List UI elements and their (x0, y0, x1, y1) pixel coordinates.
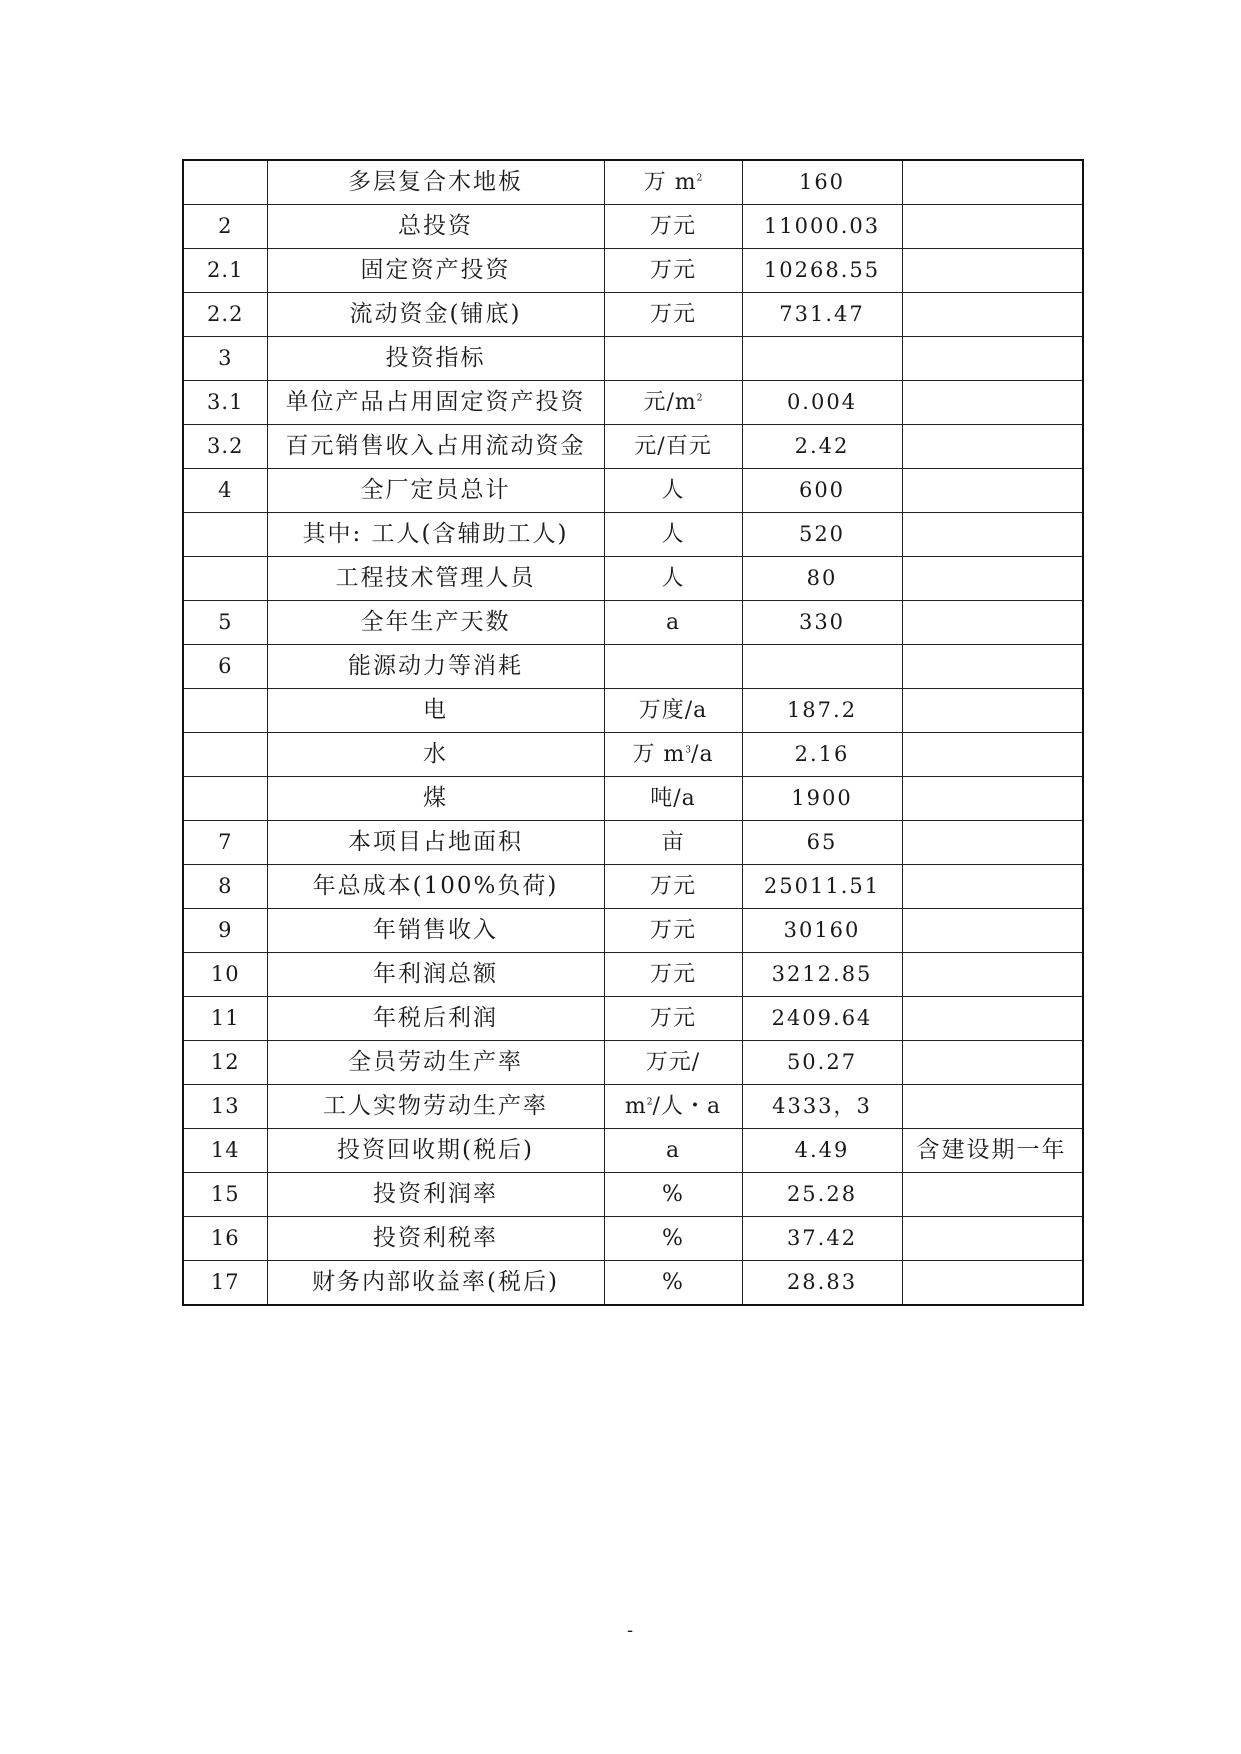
item-name-cell: 年利润总额 (267, 953, 604, 997)
unit-text: 吨/a (650, 785, 696, 811)
table-row (183, 601, 1083, 645)
item-name-cell: 总投资 (267, 205, 604, 249)
value-cell: 4.49 (742, 1129, 902, 1173)
value-cell: 25.28 (742, 1173, 902, 1217)
unit-cell (604, 1217, 742, 1261)
unit-cell (604, 1261, 742, 1306)
value-cell: 10268.55 (742, 249, 902, 293)
unit-cell (604, 1041, 742, 1085)
unit-text: 万度/a (638, 697, 708, 723)
row-number-cell: 7 (183, 821, 267, 865)
note-cell (902, 1173, 1083, 1217)
value-cell: 187.2 (742, 689, 902, 733)
note-cell (902, 337, 1083, 381)
unit-cell (604, 997, 742, 1041)
table-row (183, 997, 1083, 1041)
value-cell: 80 (742, 557, 902, 601)
item-name-cell: 煤 (267, 777, 604, 821)
unit-cell (604, 1129, 742, 1173)
item-name-cell: 流动资金(铺底) (267, 293, 604, 337)
row-number-cell (183, 733, 267, 777)
value-cell: 520 (742, 513, 902, 557)
unit-cell (604, 909, 742, 953)
unit-text: 万元/ (645, 1049, 701, 1075)
table-row (183, 821, 1083, 865)
page-footer-mark: - (626, 1620, 634, 1641)
item-name-cell: 固定资产投资 (267, 249, 604, 293)
unit-suffix: /人・a (652, 1093, 722, 1119)
row-number-cell: 13 (183, 1085, 267, 1129)
value-cell: 30160 (742, 909, 902, 953)
row-number-cell: 14 (183, 1129, 267, 1173)
item-name-cell: 能源动力等消耗 (267, 645, 604, 689)
value-cell: 28.83 (742, 1261, 902, 1306)
value-cell: 4333，3 (742, 1085, 902, 1129)
value-cell: 11000.03 (742, 205, 902, 249)
item-name-cell: 本项目占地面积 (267, 821, 604, 865)
row-number-cell: 8 (183, 865, 267, 909)
unit-text: a (665, 609, 681, 635)
note-cell (902, 953, 1083, 997)
unit-text: m (624, 1093, 647, 1119)
note-cell (902, 293, 1083, 337)
table-row (183, 909, 1083, 953)
unit-cell (604, 160, 742, 205)
note-cell (902, 557, 1083, 601)
note-cell (902, 821, 1083, 865)
unit-text: % (662, 1181, 684, 1207)
unit-cell (604, 381, 742, 425)
value-cell: 37.42 (742, 1217, 902, 1261)
note-cell (902, 469, 1083, 513)
value-cell: 50.27 (742, 1041, 902, 1085)
row-number-cell: 15 (183, 1173, 267, 1217)
note-cell (902, 909, 1083, 953)
unit-cell (604, 469, 742, 513)
row-number-cell: 3.2 (183, 425, 267, 469)
indicator-table-body (183, 160, 1083, 1305)
table-row (183, 469, 1083, 513)
unit-text: 元/百元 (634, 433, 712, 459)
note-cell (902, 249, 1083, 293)
row-number-cell: 16 (183, 1217, 267, 1261)
item-name-cell: 单位产品占用固定资产投资 (267, 381, 604, 425)
item-name-cell: 工人实物劳动生产率 (267, 1085, 604, 1129)
item-name-cell: 工程技术管理人员 (267, 557, 604, 601)
unit-cell (604, 777, 742, 821)
note-cell (902, 513, 1083, 557)
unit-cell (604, 1173, 742, 1217)
item-name-cell: 年税后利润 (267, 997, 604, 1041)
value-cell: 600 (742, 469, 902, 513)
table-row (183, 557, 1083, 601)
row-number-cell: 12 (183, 1041, 267, 1085)
note-cell (902, 689, 1083, 733)
unit-text: 万元 (649, 1005, 696, 1031)
unit-cell (604, 953, 742, 997)
note-cell (902, 733, 1083, 777)
value-cell: 2409.64 (742, 997, 902, 1041)
item-name-cell: 投资利润率 (267, 1173, 604, 1217)
unit-text: 万元 (649, 917, 696, 943)
unit-cell (604, 249, 742, 293)
note-cell (902, 601, 1083, 645)
unit-cell (604, 557, 742, 601)
item-name-cell: 全厂定员总计 (267, 469, 604, 513)
table-row (183, 337, 1083, 381)
note-cell (902, 160, 1083, 205)
unit-superscript: 3 (685, 745, 692, 756)
unit-text: 万元 (649, 961, 696, 987)
note-cell (902, 425, 1083, 469)
unit-suffix: /a (691, 741, 714, 767)
table-row (183, 205, 1083, 249)
row-number-cell: 2 (183, 205, 267, 249)
value-cell (742, 337, 902, 381)
indicator-table (182, 159, 1084, 1306)
unit-cell (604, 337, 742, 381)
unit-text: 万元 (649, 213, 696, 239)
note-cell (902, 1085, 1083, 1129)
table-row (183, 160, 1083, 205)
value-cell: 25011.51 (742, 865, 902, 909)
note-cell (902, 1261, 1083, 1306)
unit-cell (604, 821, 742, 865)
unit-cell (604, 601, 742, 645)
unit-cell (604, 1085, 742, 1129)
unit-cell (604, 733, 742, 777)
unit-text: 人 (661, 521, 685, 547)
table-row (183, 865, 1083, 909)
row-number-cell: 2.1 (183, 249, 267, 293)
unit-superscript: 2 (646, 1097, 653, 1108)
value-cell: 1900 (742, 777, 902, 821)
unit-text: 万元 (649, 873, 696, 899)
row-number-cell (183, 513, 267, 557)
unit-superscript: 2 (696, 393, 703, 404)
note-cell (902, 205, 1083, 249)
unit-text: a (665, 1137, 681, 1163)
row-number-cell: 17 (183, 1261, 267, 1306)
item-name-cell: 投资指标 (267, 337, 604, 381)
unit-text: 人 (661, 477, 685, 503)
item-name-cell: 全员劳动生产率 (267, 1041, 604, 1085)
item-name-cell: 全年生产天数 (267, 601, 604, 645)
value-cell (742, 645, 902, 689)
row-number-cell: 9 (183, 909, 267, 953)
unit-text: 亩 (661, 829, 685, 855)
item-name-cell: 百元销售收入占用流动资金 (267, 425, 604, 469)
row-number-cell (183, 557, 267, 601)
value-cell: 2.42 (742, 425, 902, 469)
table-row (183, 689, 1083, 733)
item-name-cell: 其中: 工人(含辅助工人) (267, 513, 604, 557)
unit-cell (604, 513, 742, 557)
row-number-cell: 3.1 (183, 381, 267, 425)
item-name-cell: 投资回收期(税后) (267, 1129, 604, 1173)
item-name-cell: 年总成本(100%负荷) (267, 865, 604, 909)
unit-text: % (662, 1225, 684, 1251)
value-cell: 0.004 (742, 381, 902, 425)
row-number-cell (183, 777, 267, 821)
table-row (183, 777, 1083, 821)
value-cell: 65 (742, 821, 902, 865)
item-name-cell: 电 (267, 689, 604, 733)
table-row (183, 1261, 1083, 1306)
table-row (183, 953, 1083, 997)
row-number-cell: 2.2 (183, 293, 267, 337)
note-cell (902, 1217, 1083, 1261)
table-row (183, 1041, 1083, 1085)
row-number-cell: 5 (183, 601, 267, 645)
table-row (183, 513, 1083, 557)
value-cell: 3212.85 (742, 953, 902, 997)
table-row (183, 645, 1083, 689)
unit-cell (604, 293, 742, 337)
unit-text: 万元 (649, 301, 696, 327)
note-cell (902, 997, 1083, 1041)
item-name-cell: 年销售收入 (267, 909, 604, 953)
item-name-cell: 多层复合木地板 (267, 160, 604, 205)
unit-cell (604, 205, 742, 249)
table-row (183, 249, 1083, 293)
unit-cell (604, 689, 742, 733)
value-cell: 2.16 (742, 733, 902, 777)
value-cell: 160 (742, 160, 902, 205)
unit-text: 元/m (643, 389, 697, 415)
note-cell: 含建设期一年 (902, 1129, 1083, 1173)
note-cell (902, 381, 1083, 425)
unit-text: 万 m (643, 169, 697, 195)
table-row (183, 1129, 1083, 1173)
table-row (183, 381, 1083, 425)
note-cell (902, 1041, 1083, 1085)
table-row (183, 1217, 1083, 1261)
value-cell: 330 (742, 601, 902, 645)
unit-text: 万 m (632, 741, 686, 767)
table-row (183, 425, 1083, 469)
row-number-cell: 6 (183, 645, 267, 689)
table-row (183, 733, 1083, 777)
note-cell (902, 777, 1083, 821)
note-cell (902, 865, 1083, 909)
unit-cell (604, 645, 742, 689)
table-row (183, 1173, 1083, 1217)
unit-text: 万元 (649, 257, 696, 283)
unit-cell (604, 425, 742, 469)
table-row (183, 293, 1083, 337)
row-number-cell: 3 (183, 337, 267, 381)
row-number-cell: 11 (183, 997, 267, 1041)
row-number-cell (183, 160, 267, 205)
row-number-cell: 10 (183, 953, 267, 997)
row-number-cell (183, 689, 267, 733)
table-row (183, 1085, 1083, 1129)
value-cell: 731.47 (742, 293, 902, 337)
note-cell (902, 645, 1083, 689)
unit-cell (604, 865, 742, 909)
item-name-cell: 财务内部收益率(税后) (267, 1261, 604, 1306)
item-name-cell: 水 (267, 733, 604, 777)
unit-text: 人 (661, 565, 685, 591)
item-name-cell: 投资利税率 (267, 1217, 604, 1261)
unit-superscript: 2 (696, 173, 703, 184)
unit-text: % (662, 1269, 684, 1295)
row-number-cell: 4 (183, 469, 267, 513)
